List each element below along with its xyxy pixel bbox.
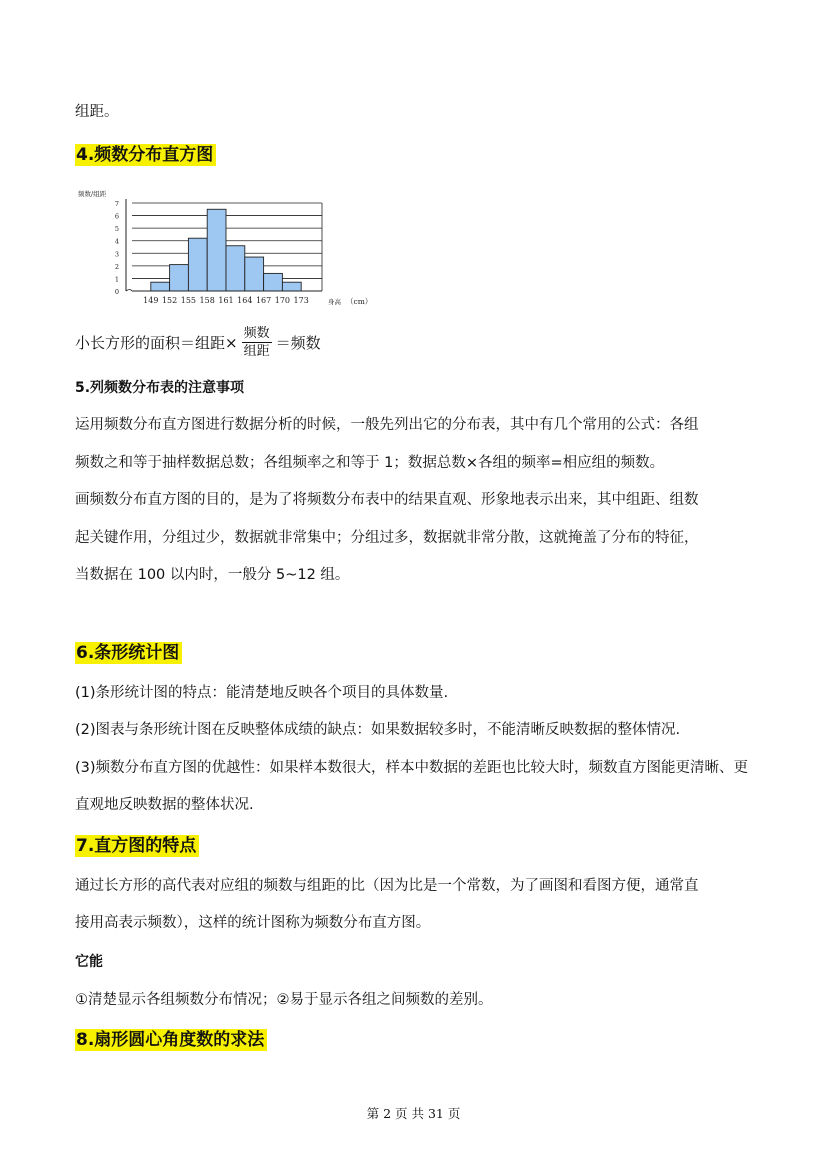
x-tick-label: 158: [199, 296, 215, 305]
s5-line-1: 运用频数分布直方图进行数据分析的时候，一般先列出它的分布表，其中有几个常用的公式：各组: [75, 417, 699, 433]
section-5-title: 5.列频数分布表的注意事项: [75, 380, 245, 396]
s6-line-2: (2)图表与条形统计图在反映整体成绩的缺点：如果数据较多时，不能清晰反映数据的整体情况.: [75, 722, 681, 738]
axis-break: [126, 290, 132, 292]
s6-line-4: 直观地反映数据的整体状况.: [75, 797, 254, 813]
histogram-bar: [282, 282, 301, 291]
section-6-title: 6.条形统计图: [75, 642, 182, 664]
s5-line-3: 画频数分布直方图的目的，是为了将频数分布表中的结果直观、形象地表示出来，其中组距、组数: [75, 492, 699, 508]
y-tick-label: 4: [114, 237, 119, 246]
x-tick-label: 164: [237, 296, 253, 305]
x-tick-label: 155: [180, 296, 197, 305]
histogram-bar: [151, 282, 170, 291]
x-axis-unit: （cm）: [346, 297, 373, 306]
y-axis-label: 频数/组距: [78, 190, 107, 198]
s5-line-5: 当数据在 100 以内时，一般分 5~12 组。: [75, 567, 350, 583]
section-7-title: 7.直方图的特点: [75, 835, 199, 857]
formula-right: ＝频数: [275, 333, 321, 352]
x-tick-label: 149: [143, 296, 159, 305]
x-tick-label: 170: [274, 296, 291, 305]
s7-line-2: 接用高表示频数），这样的统计图称为频数分布直方图。: [75, 915, 431, 931]
histogram-bar: [188, 238, 207, 291]
formula-denominator: 组距: [243, 343, 270, 359]
y-tick-label: 3: [114, 250, 119, 259]
x-tick-label: 173: [293, 296, 309, 305]
y-tick-label: 5: [114, 225, 119, 234]
s7-bullets: ①清楚显示各组频数分布情况；②易于显示各组之间频数的差别。: [75, 992, 493, 1008]
area-formula: [75, 322, 321, 362]
section-8-title: 8.扇形圆心角度数的求法: [75, 1029, 267, 1051]
section-4-title: 4.频数分布直方图: [75, 144, 216, 166]
y-tick-label: 0: [114, 288, 119, 296]
section-4-heading: [75, 142, 216, 168]
s7-subtitle: 它能: [75, 954, 103, 970]
page-footer: 第 2 页 共 31 页: [366, 1106, 461, 1121]
x-tick-label: 161: [218, 296, 234, 305]
formula-numerator: 频数: [243, 325, 270, 341]
formula-fraction: [242, 325, 272, 360]
x-tick-label: 167: [255, 296, 272, 305]
histogram-bar: [207, 209, 226, 291]
histogram-bar: [245, 257, 264, 291]
s7-line-1: 通过长方形的高代表对应组的频数与组距的比（因为比是一个常数，为了画图和看图方便，通常直: [75, 878, 699, 894]
histogram-bar: [226, 246, 245, 291]
intro-tail-text: 组距。: [75, 104, 119, 120]
section-7-heading: [75, 833, 199, 859]
formula-left: 小长方形的面积＝组距×: [75, 333, 238, 352]
x-tick-label: 152: [161, 296, 178, 305]
s5-line-2: 频数之和等于抽样数据总数；各组频率之和等于 1；数据总数×各组的频率=相应组的频数。: [75, 455, 665, 471]
section-6-heading: [75, 640, 182, 666]
x-axis-label: 身高: [328, 298, 341, 306]
s6-line-3: (3)频数分布直方图的优越性：如果样本数很大，样本中数据的差距也比较大时，频数直方图能更清晰、更: [75, 760, 749, 776]
s6-line-1: (1)条形统计图的特点：能清楚地反映各个项目的具体数量.: [75, 685, 449, 701]
s5-line-4: 起关键作用，分组过少，数据就非常集中；分组过多，数据就非常分散，这就掩盖了分布的特征，: [75, 530, 699, 546]
histogram-bar: [264, 273, 283, 291]
y-tick-label: 1: [114, 275, 119, 284]
y-tick-label: 7: [114, 200, 119, 208]
histogram-bar: [170, 265, 189, 291]
section-8-heading: [75, 1027, 267, 1053]
y-tick-label: 6: [114, 212, 119, 221]
y-tick-label: 2: [114, 262, 119, 271]
histogram-chart: [75, 185, 375, 310]
